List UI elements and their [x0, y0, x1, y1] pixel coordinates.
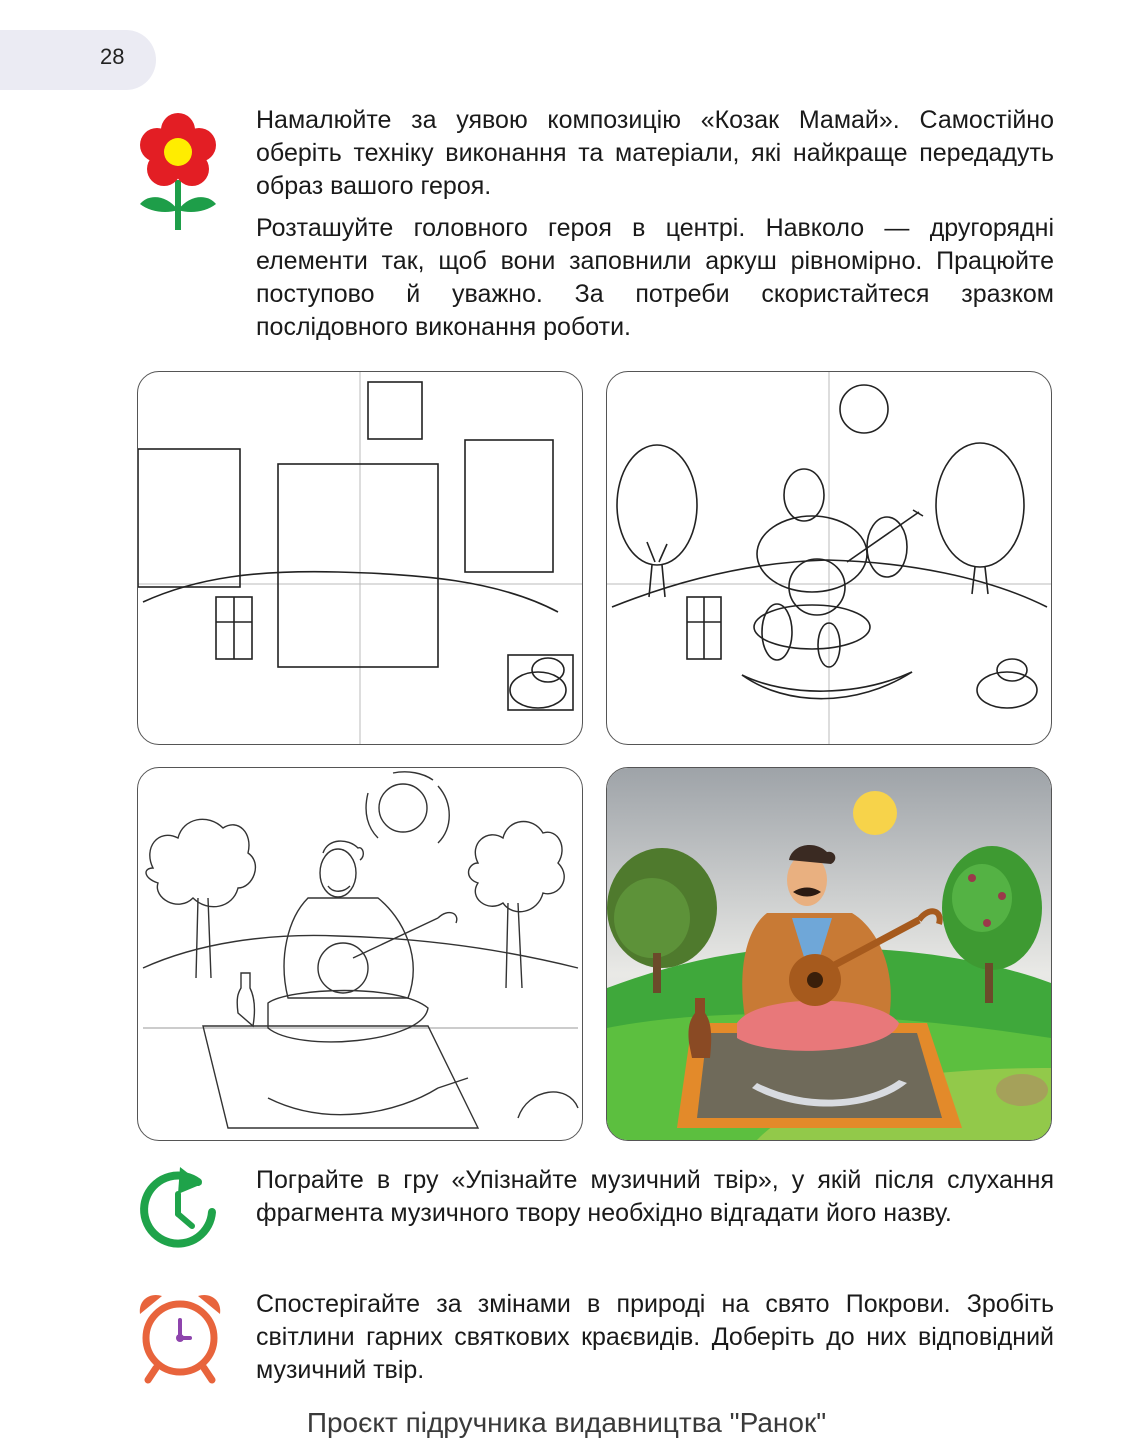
page-number: 28	[100, 44, 125, 69]
task-observe-text: Спостерігайте за змінами в природі на свято Покрови. Зробіть світлини гарних святкових краєвидів. Доберіть до них відповідний музичний твір.	[256, 1290, 1054, 1384]
page-number-tab	[0, 30, 156, 90]
alarm-clock-icon	[134, 1288, 226, 1384]
step-4-colored-painting	[606, 767, 1052, 1141]
task-draw-paragraph-1: Намалюйте за уявою композицію «Козак Мамай». Самостійно оберіть техніку виконання та матеріали, які найкраще передадуть образ вашого героя.	[256, 106, 1054, 200]
task-game-text: Пограйте в гру «Упізнайте музичний твір», у якій після слухання фрагмента музичного твору необхідно відгадати його назву.	[256, 1166, 1054, 1227]
task-draw-paragraph-2: Розташуйте головного героя в центрі. Навколо — другорядні елементи так, щоб вони заповнили аркуш рівномірно. Працюйте поступово й уважно. За потреби скористайтеся зразком послідовного виконання роботи.	[256, 214, 1054, 341]
flower-icon	[136, 112, 220, 232]
footer-publisher-note: Проєкт підручника видавництва "Ранок"	[306, 1407, 827, 1438]
step-1-layout-sketch	[137, 371, 583, 745]
clock-refresh-icon	[136, 1164, 220, 1252]
step-2-shapes-sketch	[606, 371, 1052, 745]
step-3-detailed-drawing	[137, 767, 583, 1141]
